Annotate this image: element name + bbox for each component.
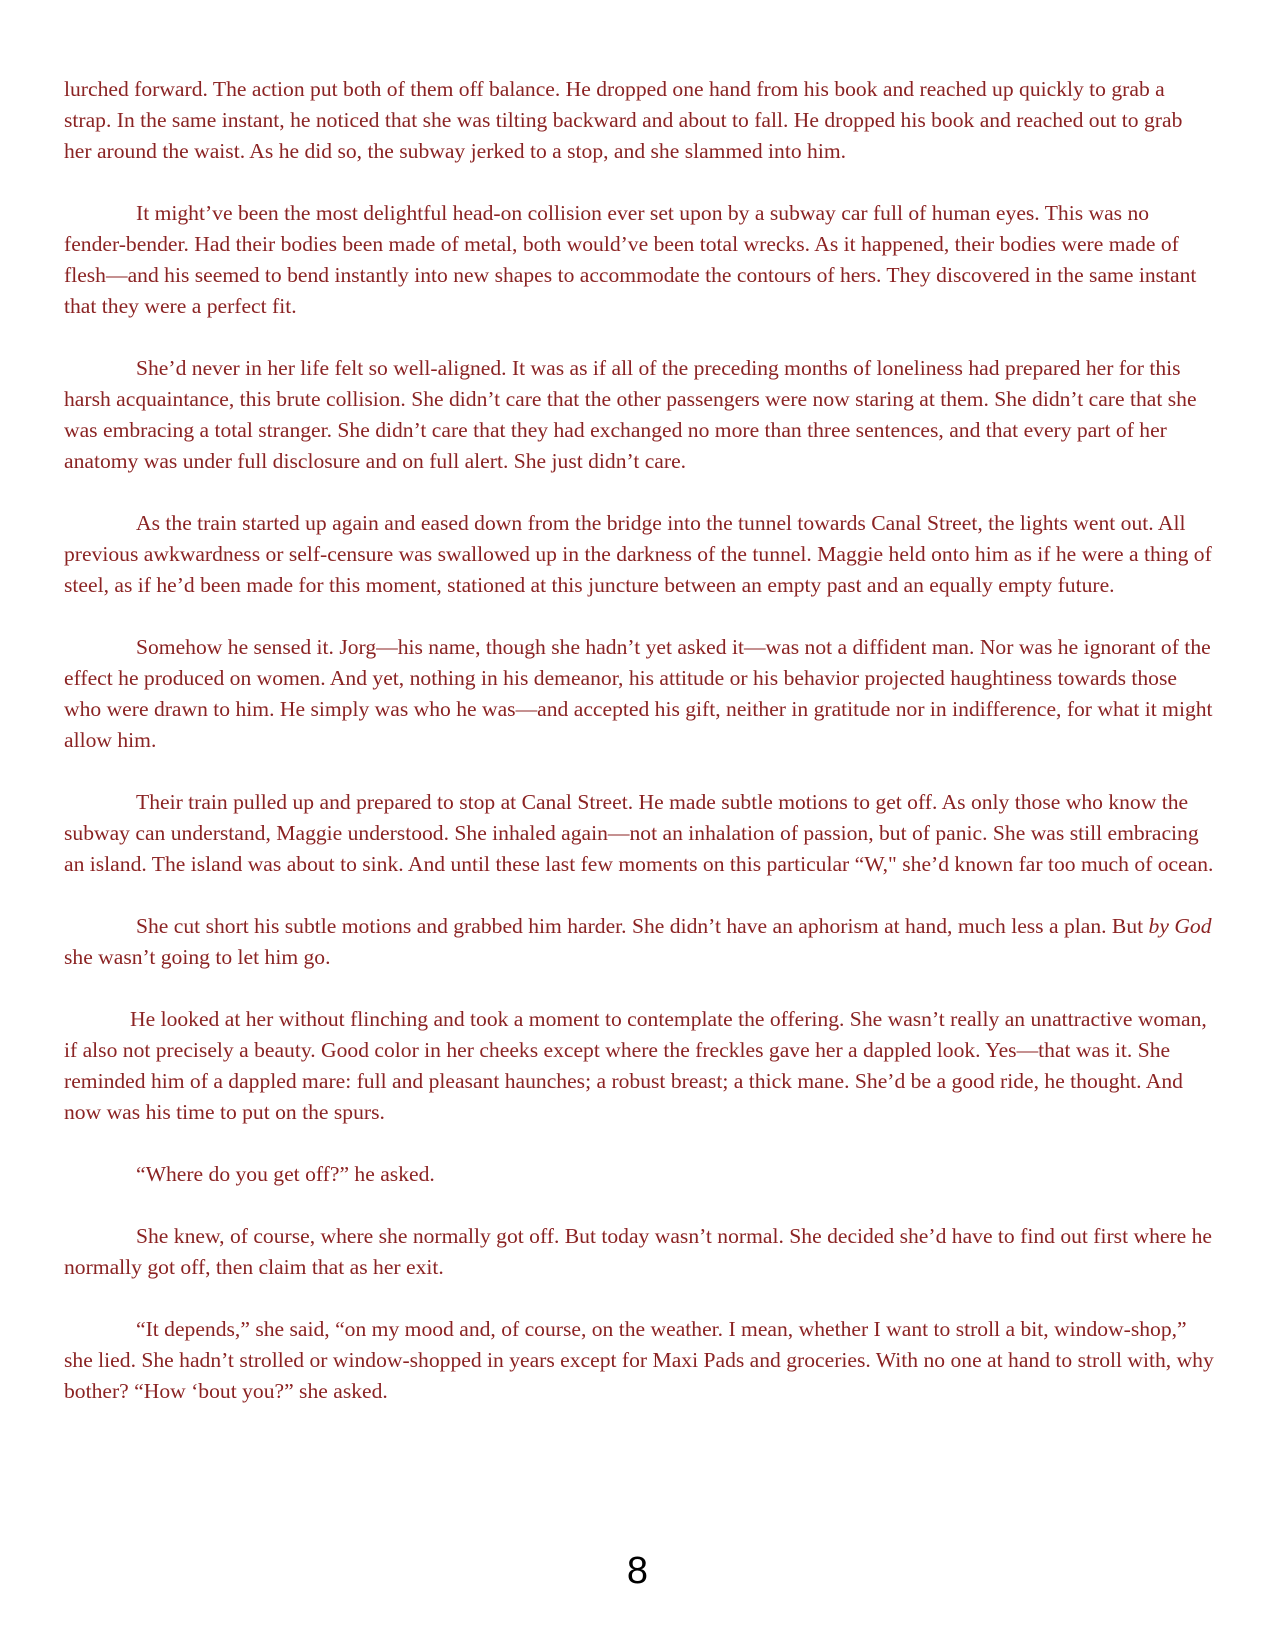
paragraph-7 (64, 911, 1214, 973)
paragraph-6: Their train pulled up and prepared to stop at Canal Street. He made subtle motions to get off. As only those who know the subway can understand, Maggie understood. She inhaled again—not an inhalation of passion, but of panic. She was still embracing an island. The island was about to sink. And until these last few moments on this particular “W," she’d known far too much of ocean. (64, 790, 1214, 876)
paragraph-7-before: She cut short his subtle motions and grabbed him harder. She didn’t have an aphorism at hand, much less a plan. But (136, 914, 1149, 938)
page-number: 8 (626, 1550, 649, 1592)
paragraph-1: lurched forward. The action put both of them off balance. He dropped one hand from his book and reached up quickly to grab a strap. In the same instant, he noticed that she was tilting backward and about to fall. He dropped his book and reached out to grab her around the waist. As he did so, the subway jerked to a stop, and she slammed into him. (64, 77, 1183, 163)
paragraph-11: “It depends,” she said, “on my mood and, of course, on the weather. I mean, whether I want to stroll a bit, window-shop,” she lied. She hadn’t strolled or window-shopped in years except for Maxi Pads and groceries. With no one at hand to stroll with, why bother? “How ‘bout you?” she asked. (64, 1317, 1214, 1403)
paragraph-5: Somehow he sensed it. Jorg—his name, though she hadn’t yet asked it—was not a diffident man. Nor was he ignorant of the effect he produced on women. And yet, nothing in his demeanor, his attitude or his behavior projected haughtiness towards those who were drawn to him. He simply was who he was—and accepted his gift, neither in gratitude nor in indifference, for what it might allow him. (64, 635, 1213, 752)
paragraph-3: She’d never in her life felt so well-aligned. It was as if all of the preceding months of loneliness had prepared her for this harsh acquaintance, this brute collision. She didn’t care that the other passengers were now staring at them. She didn’t care that she was embracing a total stranger. She didn’t care that they had exchanged no more than three sentences, and that every part of her anatomy was under full disclosure and on full alert. She just didn’t care. (64, 356, 1197, 473)
paragraph-7-emphasis: by God (1148, 914, 1212, 938)
paragraph-4: As the train started up again and eased down from the bridge into the tunnel towards Canal Street, the lights went out. All previous awkwardness or self-censure was swallowed up in the darkness of the tunnel. Maggie held onto him as if he were a thing of steel, as if he’d been made for this moment, stationed at this juncture between an empty past and an equally empty future. (64, 511, 1212, 597)
paragraph-10: She knew, of course, where she normally got off. But today wasn’t normal. She decided she’d have to find out first where he normally got off, then claim that as her exit. (64, 1224, 1213, 1279)
paragraph-8: He looked at her without flinching and took a moment to contemplate the offering. She wasn’t really an unattractive woman, if also not precisely a beauty. Good color in her cheeks except where the freckles gave her a dappled look. Yes—that was it. She reminded him of a dappled mare: full and pleasant haunches; a robust breast; a thick mane. She’d be a good ride, he thought. And now was his time to put on the spurs. (64, 1007, 1207, 1124)
paragraph-9: “Where do you get off?” he asked. (136, 1162, 435, 1186)
paragraph-7-after: she wasn’t going to let him go. (64, 945, 331, 969)
paragraph-2: It might’ve been the most delightful head-on collision ever set upon by a subway car full of human eyes. This was no fender-bender. Had their bodies been made of metal, both would’ve been total wrecks. As it happened, their bodies were made of flesh—and his seemed to bend instantly into new shapes to accommodate the contours of hers. They discovered in the same instant that they were a perfect fit. (64, 201, 1197, 318)
page-body (64, 74, 1214, 1438)
